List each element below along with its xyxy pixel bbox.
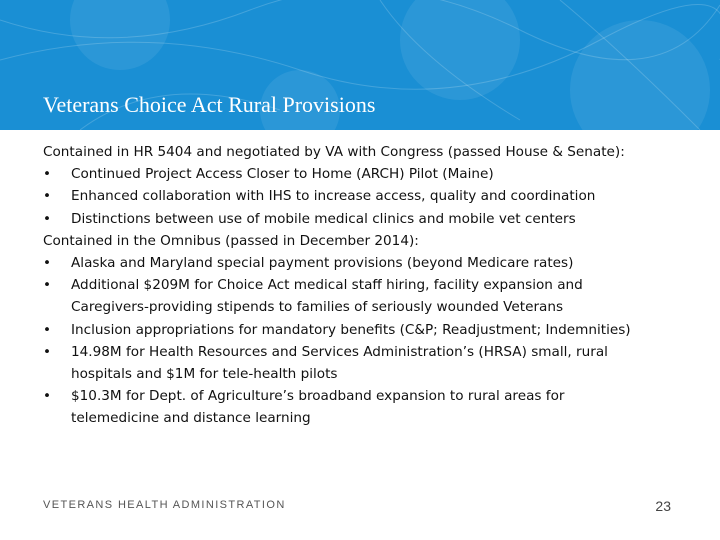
title-banner — [0, 0, 720, 130]
bullet-icon: • — [43, 321, 52, 338]
bullet-text: Caregivers-providing stipends to families of seriously wounded Veterans — [71, 299, 564, 316]
bullet-item — [43, 341, 683, 385]
bullet-item — [43, 385, 683, 429]
bullet-item — [43, 274, 683, 318]
bullet-item — [43, 185, 683, 207]
bullet-text: 14.98M for Health Resources and Services Administration’s (HRSA) small, rural — [71, 343, 608, 360]
bullet-icon: • — [43, 388, 52, 405]
bullet-icon: • — [43, 255, 52, 272]
bullet-icon: • — [43, 277, 52, 294]
bullet-icon: • — [43, 343, 52, 360]
bullet-text: Additional $209M for Choice Act medical staff hiring, facility expansion and — [71, 277, 583, 294]
bullet-text: hospitals and $1M for tele-health pilots — [71, 366, 338, 383]
bullet-text: Distinctions between use of mobile medical clinics and mobile vet centers — [71, 210, 576, 227]
bullet-icon: • — [43, 166, 52, 183]
bullet-item — [43, 163, 683, 185]
bullet-list-hr5404 — [43, 163, 683, 230]
bullet-icon: • — [43, 210, 52, 227]
bullet-text: Inclusion appropriations for mandatory benefits (C&P; Readjustment; Indemnities) — [71, 321, 631, 338]
section-intro-omnibus: Contained in the Omnibus (passed in December 2014): — [43, 232, 419, 249]
slide-title: Veterans Choice Act Rural Provisions — [43, 92, 376, 117]
bullet-text: telemedicine and distance learning — [71, 410, 311, 427]
section-intro-hr5404: Contained in HR 5404 and negotiated by VA with Congress (passed House & Senate): — [43, 144, 625, 160]
bullet-list-omnibus — [43, 252, 683, 430]
bullet-text: Enhanced collaboration with IHS to increase access, quality and coordination — [71, 188, 596, 205]
slide-body — [43, 141, 683, 430]
bullet-item — [43, 208, 683, 230]
bullet-item — [43, 319, 683, 341]
bullet-text: Continued Project Access Closer to Home (ARCH) Pilot (Maine) — [71, 166, 494, 183]
bullet-item — [43, 252, 683, 274]
bullet-icon: • — [43, 188, 52, 205]
footer-organization: VETERANS HEALTH ADMINISTRATION — [43, 499, 286, 511]
bullet-text: $10.3M for Dept. of Agriculture’s broadband expansion to rural areas for — [71, 388, 565, 405]
bullet-text: Alaska and Maryland special payment provisions (beyond Medicare rates) — [71, 255, 574, 272]
page-number: 23 — [655, 498, 671, 514]
